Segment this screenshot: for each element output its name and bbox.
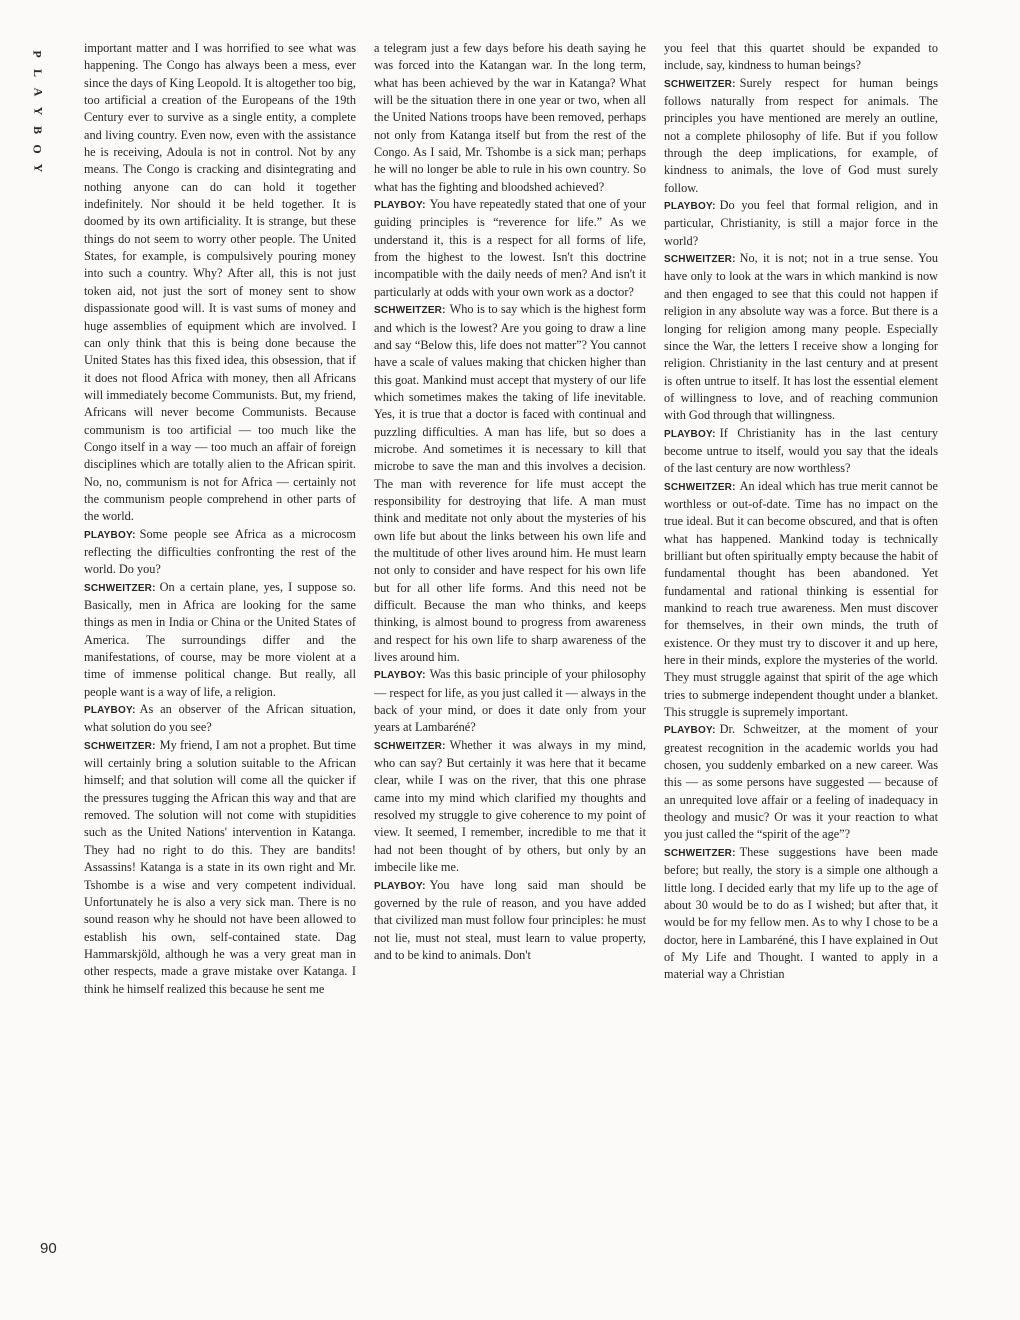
paragraph <box>664 478 938 722</box>
speaker-label: SCHWEITZER: <box>84 740 156 752</box>
speaker-label: PLAYBOY: <box>374 880 426 892</box>
paragraph-text: a telegram just a few days before his death saying he was forced into the Katangan war. In the long term, what has been achieved by the war in Katanga? What will be the situation there in one year or two, when all the United Nations troops have been removed, perhaps not only from Katanga itself but from the rest of the Congo. As I said, Mr. Tshombe is a sick man; perhaps he will no longer be able to rule in his own country. So what has the fighting and bloodshed achieved? <box>374 41 646 194</box>
paragraph-text: These suggestions have been made before; but really, the story is a simple one although a little long. I decided early that my life up to the age of about 30 would be to do as I wished; but after that, it would be for my fellow men. As to why I chose to be a doctor, here in Lambaréné, this I have explained in Out of My Life and Thought. I wanted to apply in a material way a Christian <box>664 844 938 982</box>
playboy-masthead <box>26 46 50 176</box>
speaker-label: PLAYBOY: <box>374 670 426 682</box>
paragraph <box>664 721 938 843</box>
masthead-letter: B <box>30 125 45 135</box>
paragraph-text: If Christianity has in the last century become untrue to itself, would you say that the ideals of the last century are now worthless? <box>664 425 938 476</box>
speaker-label: PLAYBOY: <box>84 529 136 541</box>
paragraph-text: Dr. Schweitzer, at the moment of your greatest recognition in the academic worlds you had chosen, you suddenly embarked on a new career. Was this — as some persons have suggested — because of an unrequited love affair or a feeling of inadequacy in theology and music? Or was it your reaction to what you just called the “spirit of the age”? <box>664 722 938 842</box>
paragraph-text: important matter and I was horrified to see what was happening. The Congo has always been a mess, ever since the days of King Leopold. It is altogether too big, too artificial a creation of the Europeans of the 19th Century ever to survive as a single entity, a complete and living country. Even now, even with the assistance he is receiving, Adoula is not in control. Not by any means. The Congo is cracking and disintegrating and nothing anyone can do can hold it together indefinitely. Nor should it be held together. It is doomed by its own artificiality. It is strange, but these things do not seem to worry other people. The United States, for example, is compulsively pouring money into such a country. Why? After all, this is not just token aid, not just the sort of money sent to show dispassionate good will. It is vast sums of money and huge assemblies of equipment which are involved. I can only think that this is being done because the United States has this fixed idea, this obsession, that if it does not flood Africa with money, then all Africans will immediately become Communists. But, my friend, Africans will never become Communists. Because communism is too artificial — too much like the Congo itself in a way — too much an affair of foreign disciplines which are totally alien to the African spirit. No, no, communism is not for Africa — certainly not the communism people comprehend in other parts of the world. <box>84 41 356 524</box>
paragraph <box>664 425 938 478</box>
paragraph <box>84 40 356 526</box>
paragraph-text: Some people see Africa as a microcosm reflecting the difficulties confronting the rest of the world. Do you? <box>84 526 356 577</box>
paragraph-text: Do you feel that formal religion, and in particular, Christianity, is still a major force in the world? <box>664 198 938 248</box>
masthead-letter: Y <box>30 163 45 173</box>
paragraph-text: You have repeatedly stated that one of your guiding principles is “reverence for life.” As we understand it, this is a respect for all forms of life, from the highest to the lowest. Isn't this doctrine incompatible with the daily needs of men? And isn't it particularly at odds with your own work as a doctor? <box>374 197 646 299</box>
speaker-label: PLAYBOY: <box>664 725 716 737</box>
paragraph <box>374 737 646 877</box>
paragraph-text: Was this basic principle of your philosophy — respect for life, as you just called it — always in the back of your mind, or does it date only from your years at Lambaréné? <box>374 667 646 735</box>
masthead-letter: P <box>31 50 45 58</box>
speaker-label: SCHWEITZER: <box>374 305 446 317</box>
paragraph <box>664 40 938 75</box>
paragraph-text: An ideal which has true merit cannot be worthless or out-of-date. Time has no impact on the true ideal. But it can become obscured, and that is often what has happened. Mankind today is technically brilliant but often spiritually empty because the habit of fundamental thought has been abandoned. Yet fundamental and rational thinking is essential for mankind to reach true awareness. Men must discover for themselves, in their own minds, the truth of existence. Or they must try to discover it and up here, here in their minds, explore the mysteries of the world. They must struggle against that spirit of the age which tries to submerge independent thought under a blanket. This struggle is supremely important. <box>664 478 938 720</box>
speaker-label: SCHWEITZER: <box>664 254 736 266</box>
masthead-letter: A <box>30 87 45 97</box>
paragraph <box>374 666 646 736</box>
text-column-1 <box>84 40 356 1262</box>
speaker-label: SCHWEITZER: <box>664 78 736 90</box>
speaker-label: SCHWEITZER: <box>84 582 156 594</box>
paragraph-text: On a certain plane, yes, I suppose so. Basically, men in Africa are looking for the same things as men in India or China or the United States of America. The surroundings differ and the manifestations, of course, may be more violent at a time of immense political change. But really, all people want is a way of life, a religion. <box>84 579 356 699</box>
paragraph-text: My friend, I am not a prophet. But time will certainly bring a solution suitable to the African himself; and that solution will come all the quicker if the pressures tugging the African this way and that are removed. The solution will not come with stupidities such as the United Nations' intervention in Katanga. They had no right to do this. They are bandits! Assassins! Katanga is a state in its own right and Mr. Tshombe is a wise and very competent individual. Unfortunately he is also a very sick man. There is no sound reason why he should not have been allowed to establish his own, self-contained state. Dag Hammarskjöld, although he was a very great man in other respects, made a grave mistake over Katanga. I think he himself realized this because he sent me <box>84 737 356 996</box>
paragraph-text: You have long said man should be governed by the rule of reason, and you have added that civilized man must follow four principles: he must not lie, must not steal, must learn to value property, and to be kind to animals. Don't <box>374 877 646 962</box>
paragraph <box>664 197 938 250</box>
text-column-3 <box>664 40 938 1262</box>
paragraph-text: Surely respect for human beings follows naturally from respect for animals. The principles you have mentioned are merely an outline, not a complete philosophy of life. But if you follow through the deep implications, for example, of kindness to animals, the love of God must surely follow. <box>664 75 938 195</box>
speaker-label: SCHWEITZER: <box>664 481 736 493</box>
paragraph-text: No, it is not; not in a true sense. You have only to look at the wars in which mankind is now and then engaged to see that this could not happen if religion in any absolute way was a force. But there is a longing for religion among many people. Especially since the War, the letters I receive show a longing for religion. Christianity in the last century and at present is often untrue to itself. It has lost the essential element of willingness to love, and of reaching communion with God through that willingness. <box>664 251 938 423</box>
page-number: 90 <box>40 1240 57 1257</box>
paragraph-text: Who is to say which is the highest form and which is the lowest? Are you going to draw a line and say “Below this, life does not matter”? You cannot have a scale of values making that chicken higher than this goat. Mankind must accept that mystery of our life which sometimes makes the taking of life inevitable. Yes, it is true that a doctor is faced with continual and puzzling difficulties. A man has life, but so does a microbe. And sometimes it is necessary to kill that microbe to save the man and this involves a decision. The man with reverence for life must accept the responsibility for destroying that life. A man must think and meditate not only about the mysteries of his own life but about the links between his own life and the multitude of other lives around him. He must learn not only to consider and have respect for his own life but for all other life forms. And this need not be difficult. Because the man who thinks, and keeps thinking, is almost bound to progress from awareness and respect for his own life to sharp awareness of the lives around him. <box>374 302 646 665</box>
speaker-label: PLAYBOY: <box>84 705 136 717</box>
paragraph-text: As an observer of the African situation, what solution do you see? <box>84 702 356 735</box>
speaker-label: PLAYBOY: <box>374 200 426 212</box>
masthead-letter: L <box>30 68 45 78</box>
speaker-label: PLAYBOY: <box>664 428 716 440</box>
paragraph <box>664 75 938 197</box>
masthead-letter: O <box>31 144 45 154</box>
paragraph <box>84 579 356 701</box>
speaker-label: SCHWEITZER: <box>664 847 736 859</box>
text-column-2 <box>374 40 646 1262</box>
paragraph-text: you feel that this quartet should be expanded to include, say, kindness to human beings? <box>664 41 938 73</box>
paragraph <box>84 526 356 579</box>
masthead-letter: Y <box>30 106 45 116</box>
paragraph <box>84 701 356 737</box>
paragraph <box>374 301 646 666</box>
speaker-label: SCHWEITZER: <box>374 740 446 752</box>
paragraph <box>664 250 938 424</box>
paragraph <box>374 877 646 965</box>
speaker-label: PLAYBOY: <box>664 201 716 213</box>
paragraph <box>84 737 356 998</box>
paragraph <box>374 40 646 196</box>
paragraph-text: Whether it was always in my mind, who can say? But certainly it was here that it became clear, while I was on the river, that this one phrase came into my mind which clarified my thoughts and resolved my struggle to give coherence to my point of view. It seemed, I remember, incredible to me that it had not been thought of by others, but only by an imbecile like me. <box>374 737 646 875</box>
paragraph <box>664 844 938 984</box>
paragraph <box>374 196 646 301</box>
